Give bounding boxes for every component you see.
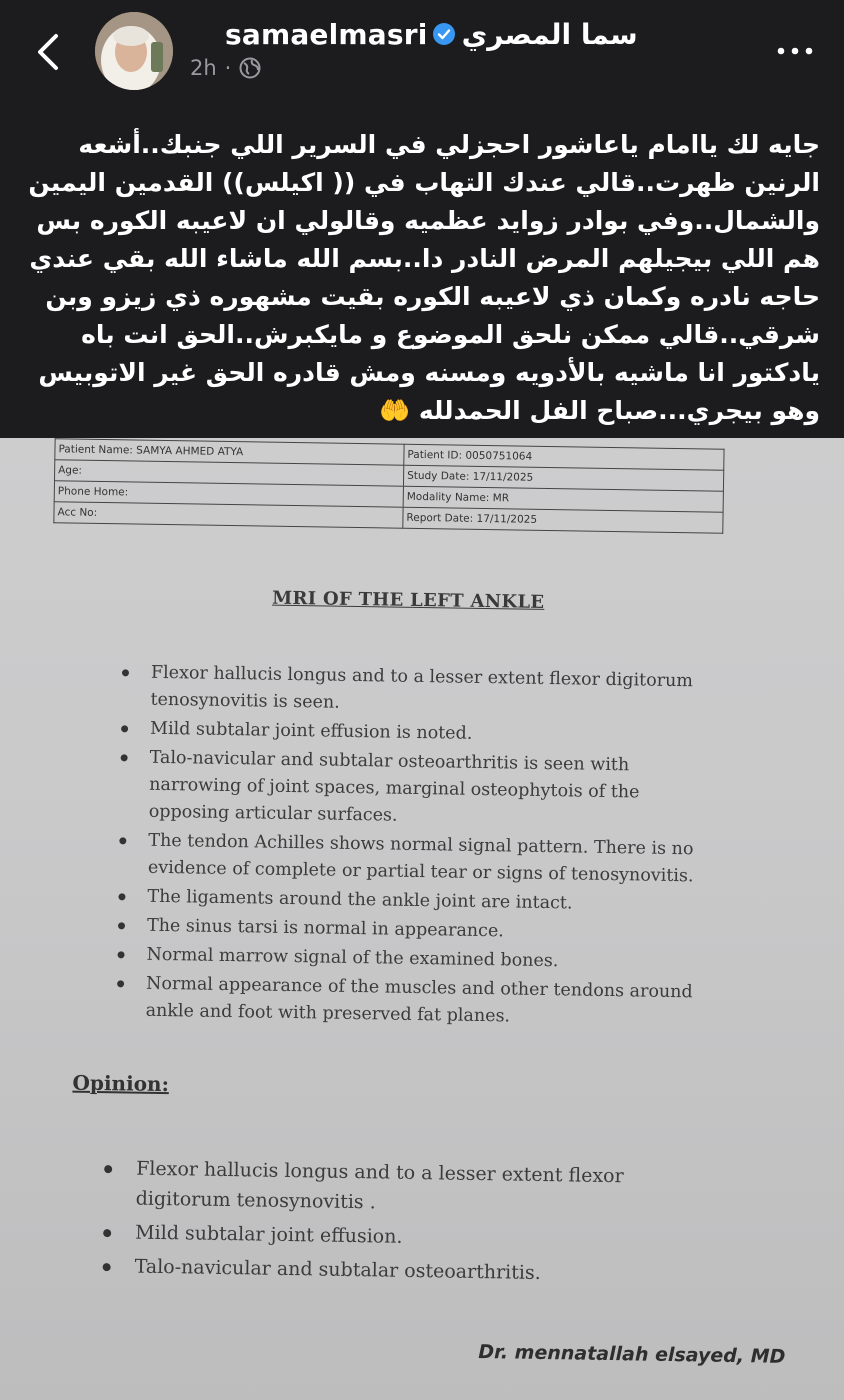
opinion-item: Flexor hallucis longus and to a lesser extent flexor digitorum tenosynovitis . (100, 1153, 721, 1223)
info-field-right: Study Date: 17/11/2025 (403, 465, 723, 491)
more-options-button[interactable] (775, 36, 815, 66)
patient-info-table (53, 438, 724, 534)
info-field-right: Modality Name: MR (403, 486, 723, 512)
chevron-left-icon (30, 30, 70, 74)
info-field-left: Age: (54, 460, 403, 486)
finding-item: Talo-navicular and subtalar osteoarthritis is seen with narrowing of joint spaces, marginal osteophytois of the opposing articular surfaces. (117, 744, 718, 834)
finding-item: The tendon Achilles shows normal signal pattern. There is no evidence of complete or partial tear or signs of tenosynovitis. (116, 827, 717, 890)
post-header (0, 0, 844, 438)
findings-list (113, 659, 719, 1035)
globe-icon (239, 57, 261, 79)
info-field-left: Phone Home: (54, 481, 403, 507)
post-caption: جايه لك ياامام ياعاشور احجزلي في السرير اللي جنبك..أشعه الرنين ظهرت..قالي عندك التهاب في (( اكيلس)) القدمين اليمين والشمال..وفي بوادر زوايد عظميه وقالولي ان لاعيبه الكوره بس هم اللي بيجيلهم المرض النادر دا..بسم الله ماشاء الله بقي عندي حاجه نادره وكمان ذي لاعيبه الكوره بقيت مشهوره ذي زيزو وبن شرقي..قالي ممكن نلحق الموضوع و مايكبرش..الحق انت باه يادكتور انا ماشيه بالأدويه ومسنه ومش قادره الحق غير الاتوبيس وهو بيجري...صباح الفل الحمدلله 🤲 (28, 130, 820, 425)
finding-item: The sinus tarsi is normal in appearance. (115, 912, 715, 948)
finding-item: Mild subtalar joint effusion is noted. (118, 715, 718, 751)
more-horizontal-icon (775, 36, 815, 66)
opinion-list (99, 1153, 721, 1295)
doctor-signature: Dr. mennatallah elsayed, MD (478, 1340, 786, 1368)
medical-report (0, 438, 844, 1400)
verified-badge-icon (432, 22, 456, 46)
opinion-item: Talo-navicular and subtalar osteoarthritis. (99, 1251, 719, 1291)
post-meta (190, 56, 261, 80)
post-time: 2h (190, 56, 217, 80)
info-field-right: Report Date: 17/11/2025 (403, 507, 723, 533)
post-image[interactable] (0, 438, 844, 1400)
opinion-item: Mild subtalar joint effusion. (100, 1217, 720, 1257)
finding-item: Flexor hallucis longus and to a lesser extent flexor digitorum tenosynovitis is seen. (118, 659, 719, 722)
report-title: MRI OF THE LEFT ANKLE (272, 587, 545, 613)
finding-item: Normal appearance of the muscles and other tendons around ankle and foot with preserved fat planes. (113, 970, 714, 1033)
finding-item: The ligaments around the ankle joint are intact. (115, 883, 715, 919)
back-button[interactable] (30, 30, 70, 74)
avatar[interactable] (95, 12, 173, 90)
info-field-left: Acc No: (54, 502, 403, 528)
display-name: سما المصري (461, 17, 638, 51)
username[interactable]: samaelmasri (225, 17, 428, 51)
finding-item: Normal marrow signal of the examined bones. (114, 941, 714, 977)
avatar-image (95, 12, 173, 90)
opinion-heading: Opinion: (72, 1070, 170, 1097)
info-field-right: Patient ID: 0050751064 (404, 444, 724, 470)
post-author[interactable] (225, 14, 638, 54)
info-field-left: Patient Name: SAMYA AHMED ATYA (55, 439, 404, 465)
meta-separator: · (224, 56, 232, 80)
